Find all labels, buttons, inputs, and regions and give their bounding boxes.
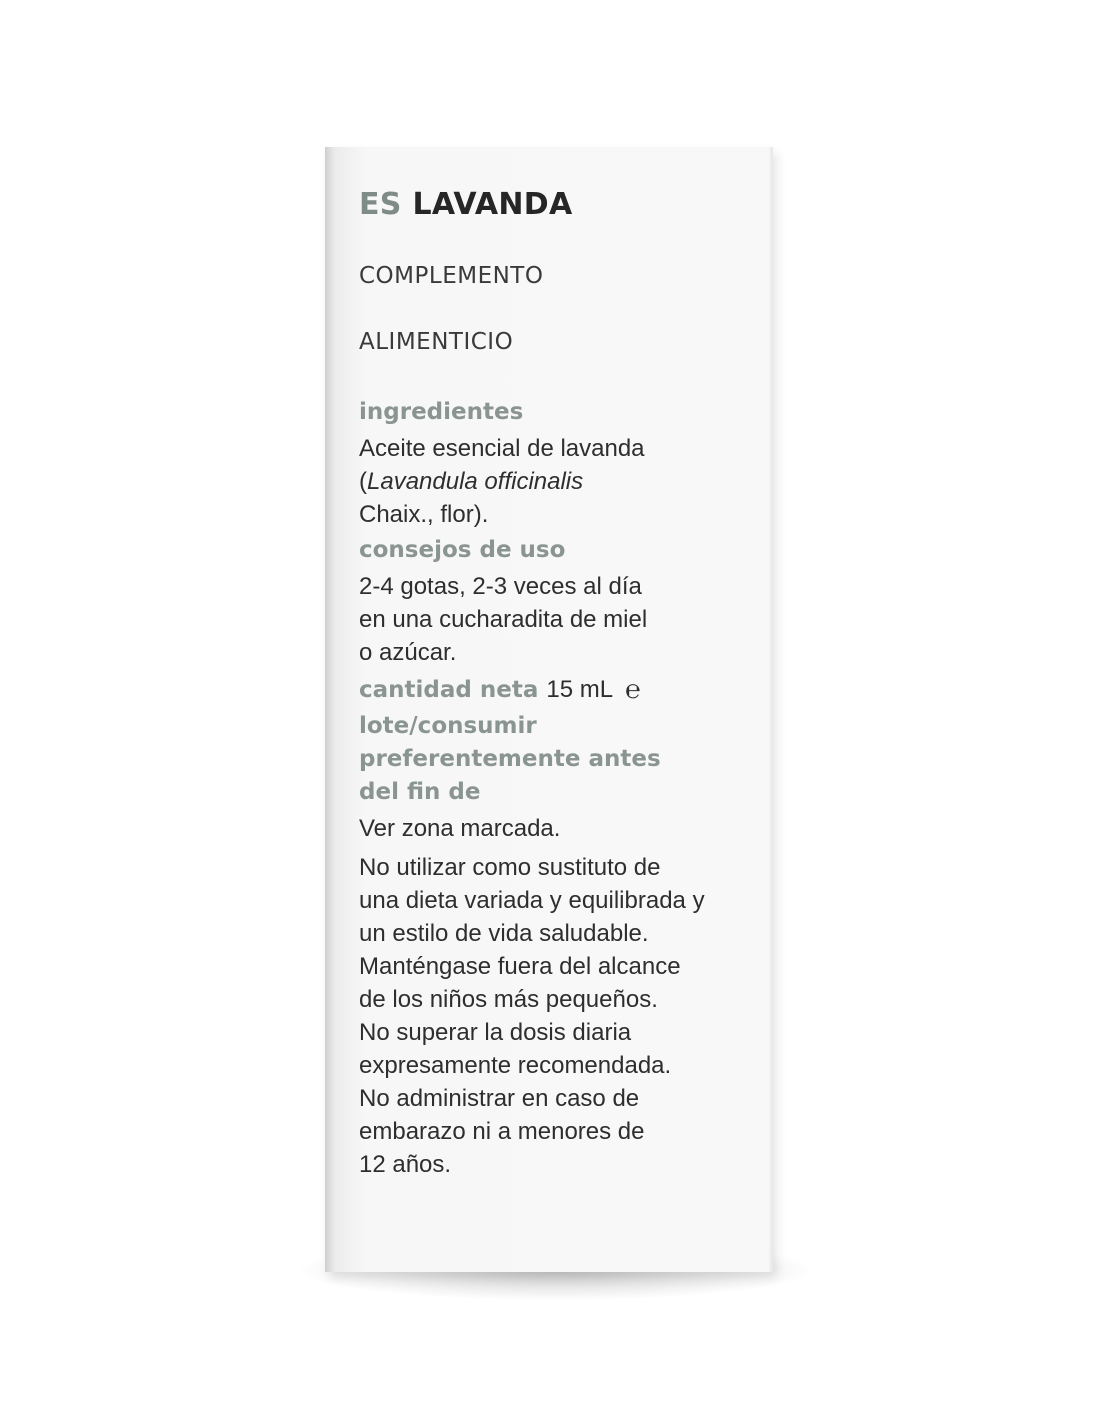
warning-line: Manténgase fuera del alcance <box>359 953 681 980</box>
lot-text: Ver zona marcada. <box>359 815 561 842</box>
net-quantity-row <box>359 672 759 707</box>
ingredients-text <box>359 432 759 531</box>
warning-line: expresamente recomendada. <box>359 1052 672 1079</box>
usage-text <box>359 570 759 669</box>
warning-line: una dieta variada y equilibrada y <box>359 887 705 914</box>
ingredients-line <box>359 465 759 498</box>
usage-heading: consejos de uso <box>359 537 566 563</box>
open-paren: ( <box>359 468 367 495</box>
lot-heading-line: preferentemente antes <box>359 746 661 772</box>
net-quantity-heading: cantidad neta <box>359 677 539 703</box>
product-subtitle <box>359 227 759 392</box>
warning-line: No utilizar como sustituto de <box>359 854 661 881</box>
latin-name: Lavandula officinalis <box>367 468 584 495</box>
usage-line: o azúcar. <box>359 639 457 666</box>
ingredients-line: Chaix., flor). <box>359 501 489 528</box>
ingredients-line: Aceite esencial de lavanda <box>359 435 645 462</box>
estimated-sign-icon: ℮ <box>625 674 641 704</box>
lot-heading-line: del fin de <box>359 779 481 805</box>
ingredients-heading: ingredientes <box>359 399 524 425</box>
product-box <box>325 147 773 1272</box>
warning-line: embarazo ni a menores de <box>359 1118 645 1145</box>
box-edge <box>769 147 773 1272</box>
usage-line: 2-4 gotas, 2-3 veces al día <box>359 573 642 600</box>
product-title <box>359 185 759 225</box>
lot-text-block <box>359 812 759 845</box>
lot-heading <box>359 710 759 809</box>
language-code: ES <box>359 187 402 222</box>
product-name: LAVANDA <box>412 187 573 222</box>
warning-line: No administrar en caso de <box>359 1085 640 1112</box>
usage-line: en una cucharadita de miel <box>359 606 648 633</box>
warnings <box>359 851 759 1181</box>
warning-line: un estilo de vida saludable. <box>359 920 649 947</box>
product-label <box>359 185 759 1181</box>
subtitle-line: ALIMENTICIO <box>359 329 514 355</box>
warning-line: No superar la dosis diaria <box>359 1019 632 1046</box>
subtitle-line: COMPLEMENTO <box>359 263 544 289</box>
net-quantity-value: 15 mL <box>546 676 614 703</box>
lot-heading-line: lote/consumir <box>359 713 537 739</box>
warning-line: 12 años. <box>359 1151 452 1178</box>
warning-line: de los niños más pequeños. <box>359 986 658 1013</box>
